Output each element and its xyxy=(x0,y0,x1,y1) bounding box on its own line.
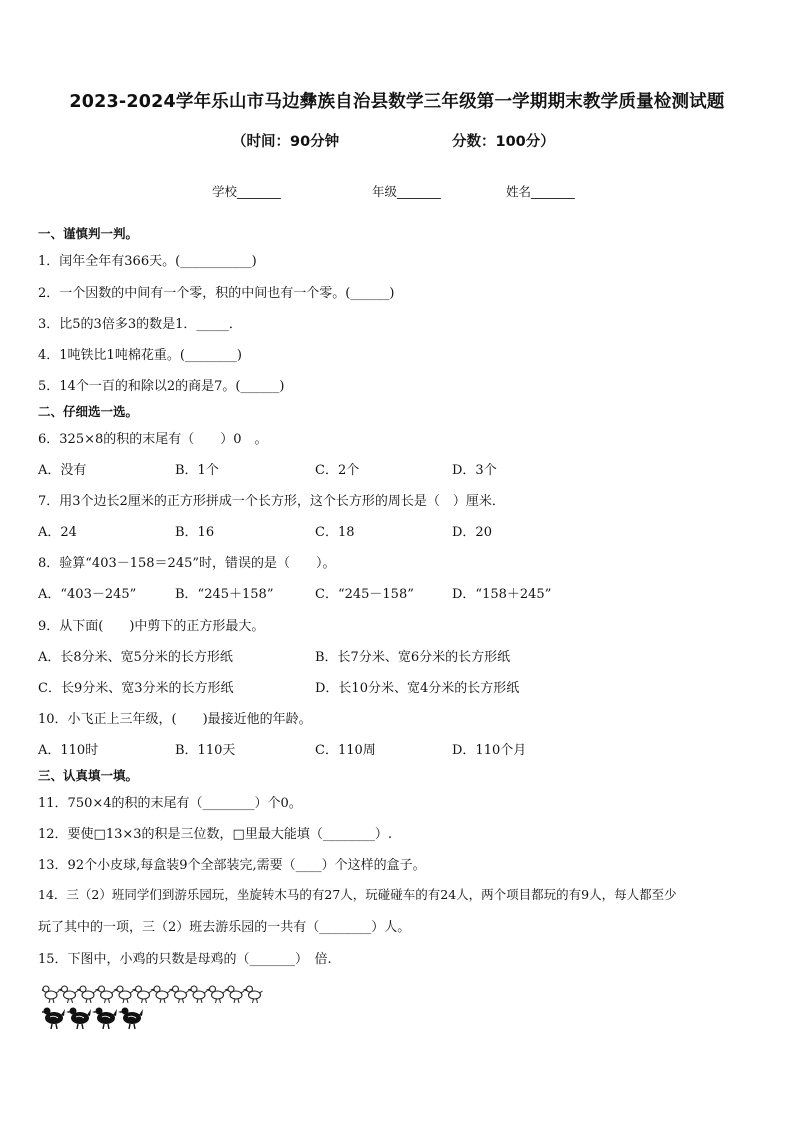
chick-icon xyxy=(59,986,78,1003)
name-field: 姓名_______ xyxy=(506,184,575,199)
question-11: 11．750×4的积的末尾有（________）个0。 xyxy=(38,796,302,811)
q10-option-d: D．110个月 xyxy=(452,743,527,758)
hens-row xyxy=(42,1008,143,1030)
chick-icon xyxy=(114,986,133,1003)
section-heading-1: 一、谨慎判一判。 xyxy=(38,226,139,241)
total-score: 分数：100分） xyxy=(452,134,555,150)
chick-icon xyxy=(225,986,244,1003)
q10-option-c: C．110周 xyxy=(315,743,376,758)
chick-icon xyxy=(170,986,189,1003)
question-10: 10．小飞正上三年级，( )最接近他的年龄。 xyxy=(38,712,312,727)
q7-option-a: A．24 xyxy=(38,525,77,540)
hen-icon xyxy=(118,1008,143,1030)
hen-icon xyxy=(42,1008,65,1030)
q9-option-a: A．长8分米、宽5分米的长方形纸 xyxy=(38,650,233,665)
chick-hen-figure xyxy=(42,984,282,1032)
question-15: 15．下图中，小鸡的只数是母鸡的（_______） 倍. xyxy=(38,952,332,967)
question-12: 12．要使□13×3的积是三位数，□里最大能填（________）. xyxy=(38,827,392,842)
q7-option-d: D．20 xyxy=(452,525,492,540)
exam-title: 2023-2024学年乐山市马边彝族自治县数学三年级第一学期期末教学质量检测试题 xyxy=(69,92,725,112)
chick-icon xyxy=(207,986,226,1003)
chick-icon xyxy=(244,986,263,1003)
question-3: 3．比5的3倍多3的数是1．_____． xyxy=(38,317,242,332)
section-heading-2: 二、仔细选一选。 xyxy=(38,404,139,419)
chicks-row xyxy=(42,986,263,1003)
time-limit: （时间：90分钟 xyxy=(232,134,340,150)
section-heading-3: 三、认真填一填。 xyxy=(38,768,139,783)
chick-icon xyxy=(133,986,152,1003)
q8-option-a: A．“403－245” xyxy=(38,587,137,602)
q7-option-b: B．16 xyxy=(175,525,215,540)
chick-icon xyxy=(77,986,96,1003)
chick-icon xyxy=(42,986,59,1003)
hen-icon xyxy=(92,1008,117,1030)
q8-option-b: B．“245＋158” xyxy=(175,587,274,602)
q6-option-c: C．2个 xyxy=(315,463,360,478)
chick-icon xyxy=(96,986,115,1003)
q9-option-b: B．长7分米、宽6分米的长方形纸 xyxy=(315,650,511,665)
q8-option-c: C．“245－158” xyxy=(315,587,414,602)
q6-option-a: A．没有 xyxy=(38,463,87,478)
question-1: 1．闰年全年有366天。(___________) xyxy=(38,254,257,269)
question-13: 13．92个小皮球,每盒装9个全部装完,需要（____）个这样的盒子。 xyxy=(38,858,426,873)
question-7: 7．用3个边长2厘米的正方形拼成一个长方形，这个长方形的周长是（ ）厘米． xyxy=(38,494,505,509)
q10-option-a: A．110时 xyxy=(38,743,99,758)
q6-option-d: D．3个 xyxy=(452,463,497,478)
q8-option-d: D．“158＋245” xyxy=(452,587,552,602)
chick-icon xyxy=(188,986,207,1003)
question-14-line-2: 玩了其中的一项，三（2）班去游乐园的一共有（________）人。 xyxy=(38,920,411,935)
q10-option-b: B．110天 xyxy=(175,743,236,758)
q9-option-c: C．长9分米、宽3分米的长方形纸 xyxy=(38,681,234,696)
hen-icon xyxy=(66,1008,91,1030)
grade-field: 年级_______ xyxy=(372,184,441,199)
q6-option-b: B．1个 xyxy=(175,463,219,478)
question-14-line-1: 14．三（2）班同学们到游乐园玩，坐旋转木马的有27人，玩碰碰车的有24人，两个项目都玩的有9人，每人都至少 xyxy=(38,887,677,902)
q7-option-c: C．18 xyxy=(315,525,355,540)
question-8: 8．验算“403－158＝245”时，错误的是（ ）。 xyxy=(38,556,336,571)
question-5: 5．14个一百的和除以2的商是7。(______) xyxy=(38,379,285,394)
question-6: 6．325×8的积的末尾有（ ）0 。 xyxy=(38,432,268,447)
question-9: 9．从下面( )中剪下的正方形最大。 xyxy=(38,619,265,634)
question-2: 2．一个因数的中间有一个零，积的中间也有一个零。(______) xyxy=(38,286,395,301)
chick-icon xyxy=(151,986,170,1003)
question-4: 4．1吨铁比1吨棉花重。(________) xyxy=(38,348,242,363)
q9-option-d: D．长10分米、宽4分米的长方形纸 xyxy=(315,681,520,696)
school-field: 学校_______ xyxy=(212,184,281,199)
